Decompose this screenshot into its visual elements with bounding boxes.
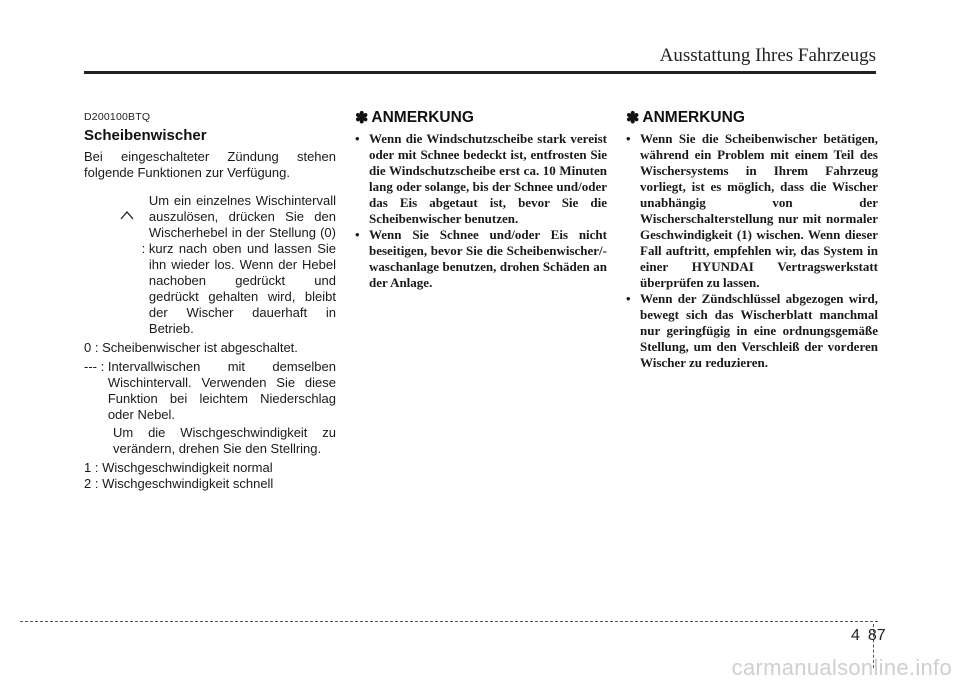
mist-separator: : — [141, 241, 149, 256]
int-definition — [84, 359, 336, 423]
wiper-section — [84, 108, 336, 492]
high-text: Wischgeschwindigkeit schnell — [102, 476, 274, 491]
section-code: D200100BTQ — [84, 111, 151, 123]
off-definition — [84, 340, 336, 356]
high-term: 2 : — [84, 476, 103, 491]
asterisk-icon: ✽ — [626, 110, 640, 127]
note-title-2-text: ANMERKUNG — [642, 109, 745, 126]
chapter-number: 4 — [851, 627, 860, 644]
bullet-icon: • — [355, 227, 360, 242]
list-item-text: Wenn Sie die Scheibenwischer betätigen, während ein Problem mit einem Teil des Wischersystems in Ihrem Fahrzeug vorliegt, ist es möglich, dass die Wischer unabhängig von der Wischerschalterstellung nur mit normaler Geschwindigkeit (1) wischen. Wenn dieser Fall auftritt, empfehlen wir, das System in einer HYUNDAI Vertragswerkstatt überprüfen zu lassen. — [640, 131, 878, 290]
footer-rule — [20, 621, 878, 622]
asterisk-icon: ✽ — [355, 110, 369, 127]
mist-definition — [84, 193, 336, 337]
bullet-icon: • — [626, 131, 631, 146]
mist-term — [98, 193, 149, 337]
note-box-2 — [626, 108, 878, 371]
watermark: carmanualsonline.info — [731, 655, 952, 680]
note-title-2 — [626, 108, 878, 128]
bullet-icon: • — [355, 131, 360, 146]
section-title: Scheibenwischer — [84, 127, 207, 144]
header-rule — [84, 71, 876, 74]
bullet-icon: • — [626, 291, 631, 306]
list-item-text: Wenn Sie Schnee und/oder Eis nicht beseitigen, bevor Sie die Scheibenwischer/-waschanlage benutzen, drohen Schäden an der Anlage. — [369, 227, 607, 290]
note-title-1-text: ANMERKUNG — [371, 109, 474, 126]
header-title: Ausstattung Ihres Fahrzeugs — [659, 45, 876, 66]
low-term: 1 : — [84, 460, 103, 475]
low-definition — [84, 460, 336, 476]
list-item — [355, 131, 607, 227]
note-1-list — [355, 131, 607, 291]
note-title-1 — [355, 108, 607, 128]
int-term: --- : — [84, 359, 108, 374]
low-text: Wischgeschwindigkeit normal — [102, 460, 273, 475]
off-term: 0 : — [84, 340, 103, 355]
off-text: Scheibenwischer ist abgeschaltet. — [102, 340, 298, 355]
list-item-text: Wenn der Zündschlüssel abgezogen wird, bewegt sich das Wischerblatt manchmal nur geringfügig in eine ordnungsgemäße Stellung, um den Verschleiß der vorderen Wischer zu reduzieren. — [640, 291, 878, 370]
mist-text: Um ein einzelnes Wischintervall auszulösen, drücken Sie den Wischerhebel in der Stellung (0) kurz nach oben und lassen Sie ihn wieder los. Wenn der Hebel nachoben gedrückt und gedrückt gehalten wird, bleibt der Wischer dauerhaft in Betrieb. — [148, 193, 336, 336]
list-item — [626, 291, 878, 371]
chevron-up-icon — [120, 209, 142, 225]
note-2-list — [626, 131, 878, 371]
page-number — [851, 627, 886, 645]
list-item — [355, 227, 607, 291]
list-item-text: Wenn die Windschutzscheibe stark vereist oder mit Schnee bedeckt ist, entfrosten Sie die Windschutzscheibe erst ca. 10 Minuten lang oder solange, bis der Schnee und/oder das Eis abgetaut ist, bevor Sie die Scheibenwischer benutzen. — [369, 131, 607, 226]
high-definition — [84, 476, 336, 492]
int-subtext: Um die Wischgeschwindigkeit zu verändern, drehen Sie den Stellring. — [113, 425, 336, 456]
note-box-1 — [355, 108, 607, 291]
page-number-value: 87 — [867, 627, 886, 644]
int-text: Intervallwischen mit demselben Wischintervall. Verwenden Sie diese Funktion bei leichtem Niederschlag oder Nebel. — [107, 359, 336, 422]
list-item — [626, 131, 878, 291]
intro-text: Bei eingeschalteter Zündung stehen folgende Funktionen zur Verfügung. — [84, 149, 336, 180]
